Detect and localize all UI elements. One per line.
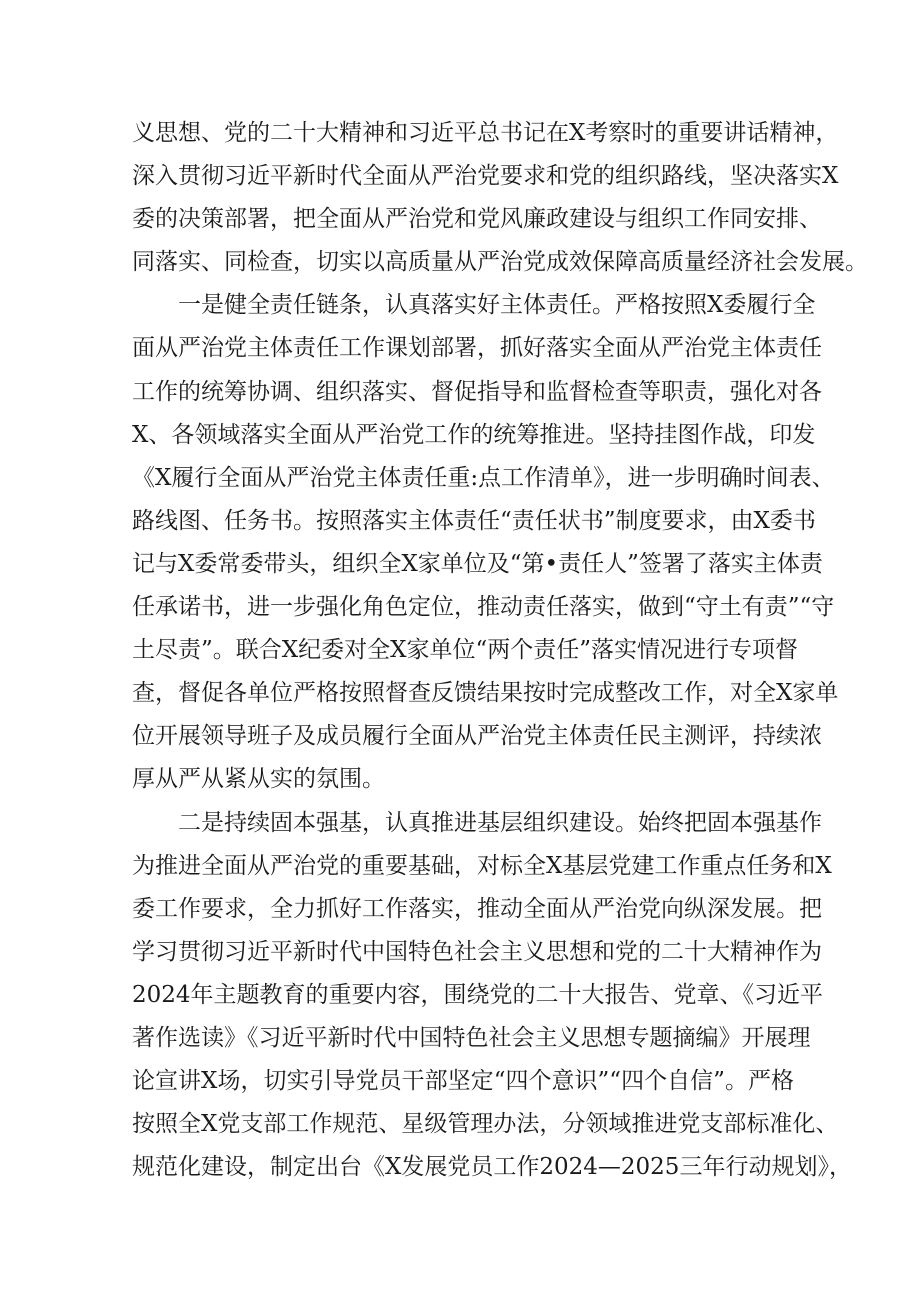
text-line: 路线图、任务书。按照落实主体责任“责任状书”制度要求，由X委书: [132, 507, 816, 534]
text-line: 同落实、同检查，切实以高质量从严治党成效保障高质量经济社会发展。: [132, 249, 868, 276]
text-line: 二是持续固本强基，认真推进基层组织建设。始终把固本强基作: [178, 809, 822, 836]
text-line: 义思想、党的二十大精神和习近平总书记在X考察时的重要讲话精神，: [132, 120, 839, 146]
text-line: 一是健全责任链条，认真落实好主体责任。严格按照X委履行全: [178, 292, 816, 319]
text-line: 委的决策部署，把全面从严治党和党风廉政建设与组织工作同安排、: [132, 206, 822, 233]
text-line: 论宣讲X场，切实引导党员干部坚定“四个意识”“四个自信”。严格: [132, 1068, 794, 1095]
text-line: 厚从严从紧从实的氛围。: [132, 766, 385, 793]
text-line: 工作的统筹协调、组织落实、督促指导和监督检查等职责，强化对各: [132, 378, 822, 405]
text-line: 规范化建设，制定出台《X发展党员工作2024—2025三年行动规划》，: [132, 1154, 852, 1181]
text-line: 委工作要求，全力抓好工作落实，推动全面从严治党向纵深发展。把: [132, 895, 822, 922]
text-line: 为推进全面从严治党的重要基础，对标全X基层党建工作重点任务和X: [132, 852, 832, 879]
text-line: 按照全X党支部工作规范、星级管理办法，分领域推进党支部标准化、: [132, 1111, 839, 1138]
text-line: 查，督促各单位严格按照督查反馈结果按时完成整改工作，对全X家单: [132, 680, 839, 707]
text-line: 面从严治党主体责任工作课划部署，抓好落实全面从严治党主体责任: [132, 335, 822, 362]
text-line: 深入贯彻习近平新时代全面从严治党要求和党的组织路线，坚决落实X: [132, 163, 839, 190]
paragraph-continued-intro: [132, 112, 868, 284]
text-line: 位开展领导班子及成员履行全面从严治党主体责任民主测评，持续浓: [132, 723, 822, 750]
text-line: 记与X委常委带头，组织全X家单位及“第•责任人”签署了落实主体责: [132, 550, 823, 577]
paragraph-grassroots-organization: [132, 802, 852, 1190]
text-line: 著作选读》《习近平新时代中国特色社会主义思想专题摘编》开展理: [132, 1024, 811, 1051]
text-line: 2024年主题教育的重要内容，围绕党的二十大报告、党章、《习近平: [132, 981, 824, 1008]
text-line: X、各领域落实全面从严治党工作的统筹推进。坚持挂图作战，印发: [132, 421, 816, 448]
text-line: 土尽责”。联合X纪委对全X家单位“两个责任”落实情况进行专项督: [132, 637, 799, 664]
text-line: 学习贯彻习近平新时代中国特色社会主义思想和党的二十大精神作为: [132, 938, 822, 965]
text-line: 任承诺书，进一步强化角色定位，推动责任落实，做到“守土有责”“守: [132, 594, 835, 621]
paragraph-responsibility-chain: [132, 284, 839, 801]
text-line: 《X履行全面从严治党主体责任重:点工作清单》，进一步明确时间表、: [132, 464, 835, 491]
document-body: [132, 112, 868, 1189]
